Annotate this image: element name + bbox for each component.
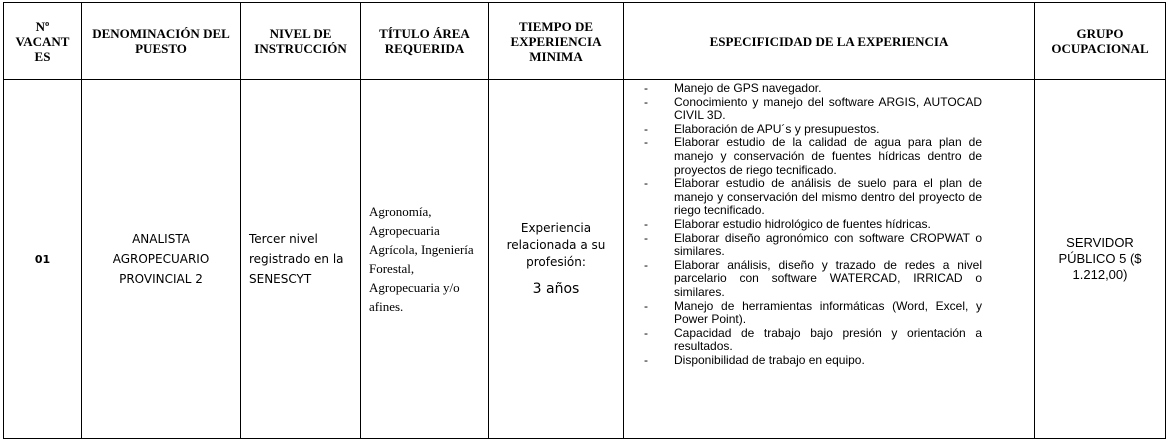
- list-item: - Elaboración de APU´s y presupuestos.: [624, 123, 982, 137]
- cell-titulo: Agronomía, Agropecuaria Agrícola, Ingeniería Forestal, Agropecuaria y/o afines.: [361, 80, 489, 439]
- header-row: [4, 3, 1166, 80]
- list-item: - Manejo de GPS navegador.: [624, 82, 982, 96]
- list-item: - Elaborar análisis, diseño y trazado de redes a nivel parcelario con software WATERCAD, IRRICAD o similares.: [624, 259, 982, 300]
- cell-vacantes: 01: [4, 80, 82, 439]
- list-item: - Conocimiento y manejo del software ARGIS, AUTOCAD CIVIL 3D.: [624, 96, 982, 123]
- header-nivel: NIVEL DE INSTRUCCIÓN: [241, 3, 361, 80]
- cell-especificidad: [624, 80, 1035, 439]
- list-item: - Manejo de herramientas informáticas (Word, Excel, y Power Point).: [624, 300, 982, 327]
- especificidad-list: [624, 82, 1034, 367]
- header-titulo: TÍTULO ÁREA REQUERIDA: [361, 3, 489, 80]
- list-item: - Capacidad de trabajo bajo presión y orientación a resultados.: [624, 327, 982, 354]
- header-vacantes: Nº VACANT ES: [4, 3, 82, 80]
- job-requirements-table: [3, 2, 1166, 439]
- list-item: - Disponibilidad de trabajo en equipo.: [624, 354, 982, 368]
- header-grupo: GRUPO OCUPACIONAL: [1035, 3, 1166, 80]
- cell-tiempo: [489, 80, 624, 439]
- list-item: - Elaborar estudio de la calidad de agua para plan de manejo y conservación de fuentes hídricas dentro de proyectos de riego tecnificado.: [624, 136, 982, 177]
- cell-grupo: SERVIDOR PÚBLICO 5 ($ 1.212,00): [1035, 80, 1166, 439]
- list-item: - Elaborar estudio de análisis de suelo para el plan de manejo y conservación del mismo dentro del proyecto de riego tecnificado.: [624, 177, 982, 218]
- tiempo-texto: Experiencia relacionada a su profesión:: [506, 221, 606, 269]
- header-tiempo: TIEMPO DE EXPERIENCIA MINIMA: [489, 3, 624, 80]
- header-especificidad: ESPECIFICIDAD DE LA EXPERIENCIA: [624, 3, 1035, 80]
- cell-nivel: Tercer nivel registrado en la SENESCYT: [241, 80, 361, 439]
- header-denominacion: DENOMINACIÓN DEL PUESTO: [82, 3, 241, 80]
- cell-denominacion: ANALISTA AGROPECUARIO PROVINCIAL 2: [82, 80, 241, 439]
- list-item: - Elaborar estudio hidrológico de fuentes hídricas.: [624, 218, 982, 232]
- table-row: [4, 80, 1166, 439]
- tiempo-anios: 3 años: [532, 281, 580, 297]
- list-item: - Elaborar diseño agronómico con software CROPWAT o similares.: [624, 232, 982, 259]
